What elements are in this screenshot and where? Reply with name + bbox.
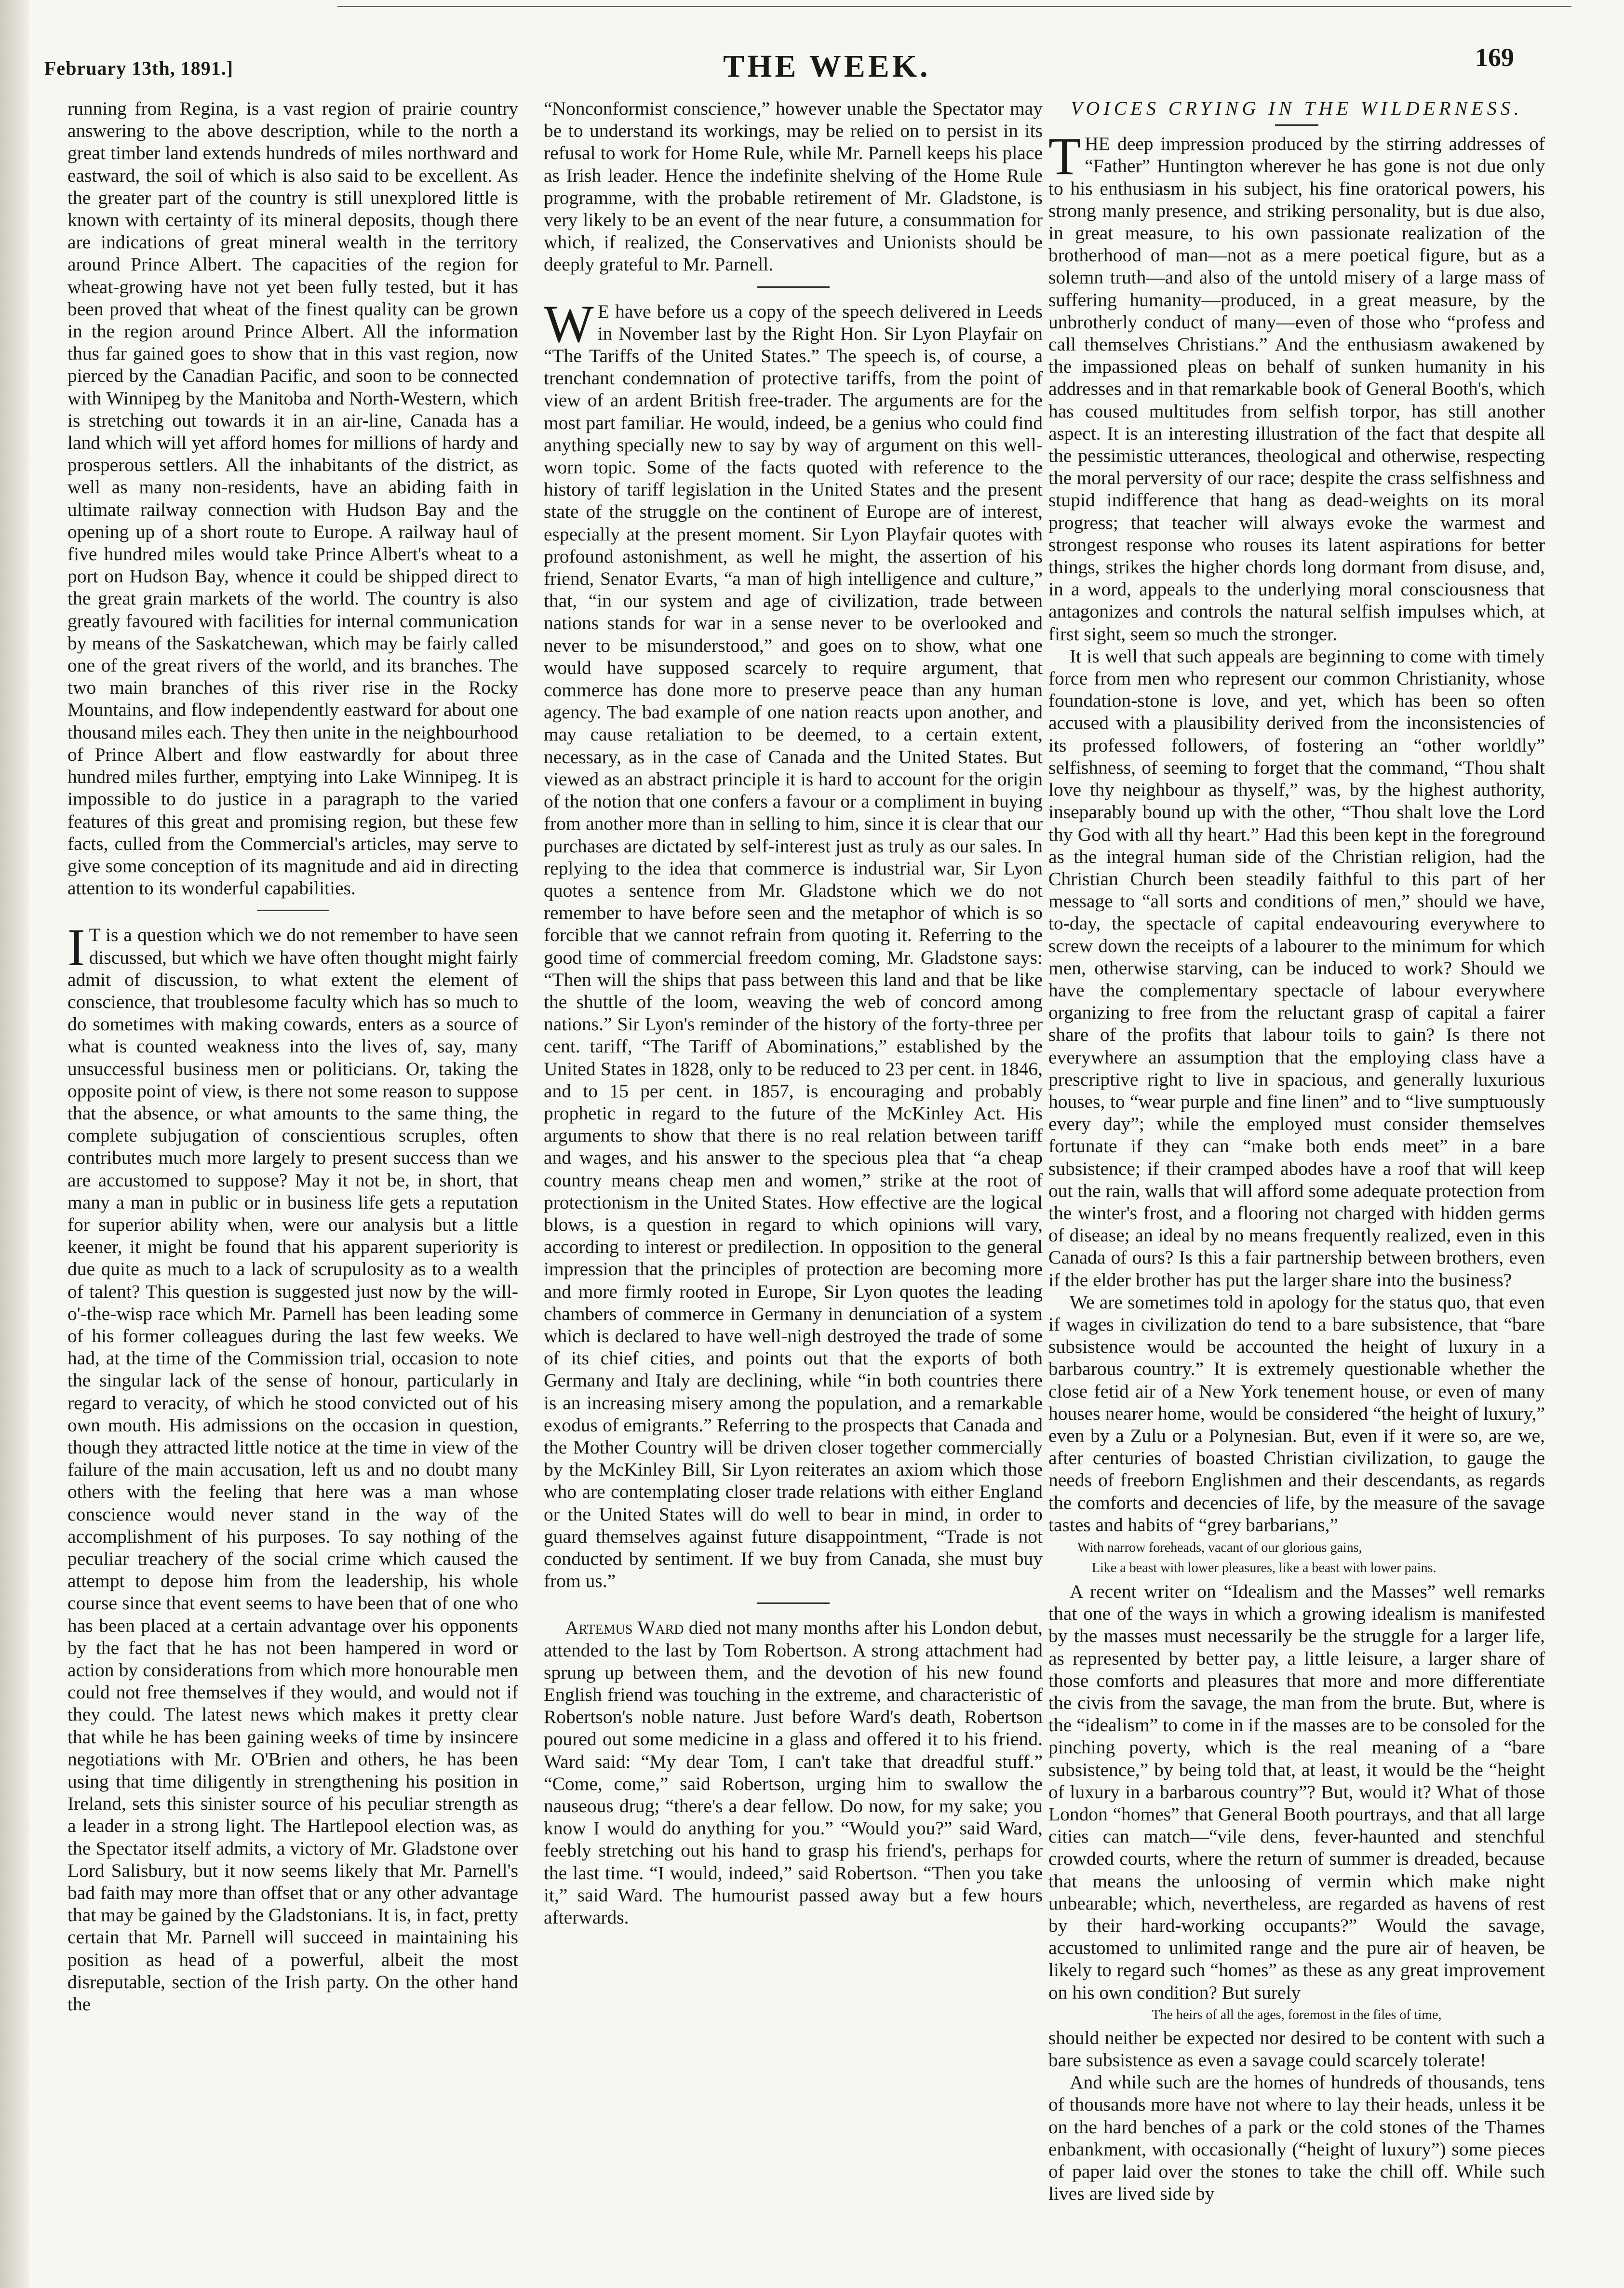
voices-paragraph-3: We are sometimes told in apology for the status quo, that even if wages in civilization do tend to a bare subsistence, that “bare subsistence would be accounted the height of luxury in a barbarous country.” It is extremely questionable whether the close fetid air of a New York tenement house, or even of many houses nearer home, would be considered “the height of luxury,” even by a Zulu or a Polynesian. But, even if it were so, are we, after centuries of boasted Christian civilization, to gauge the needs of freeborn Englishmen and their descendants, as regards the comforts and decencies of life, by the measure of the savage tastes and habits of “grey barbarians,” [1048, 1291, 1545, 1535]
voices-paragraph-4: A recent writer on “Idealism and the Masses” well remarks that one of the ways in which a growing idealism is manifested by the masses must necessarily be the struggle for a larger life, as represented by better pay, a little leisure, a larger share of those comforts and pleasures that more and more differentiate the civis from the savage, the man from the brute. But, where is the “idealism” to come in if the masses are to be consoled for the pinching poverty, which is the real meaning of a “bare subsistence,” by being told that, at least, it would be the “height of luxury in a barbarous country”? But, would it? What of those London “homes” that General Booth pourtrays, and that all large cities can match—“vile dens, fever-haunted and stenchful crowded courts, where the return of summer is dreaded, because that means the unloosing of vermin which make night unbearable; which, nevertheless, are regarded as havens of rest by their hard-working occupants?” Would the savage, accustomed to unlimited range and the pure air of heaven, be likely to regard such “homes” as these as any great improvement on his own condition? But surely [1048, 1581, 1545, 2003]
section-divider [757, 1602, 830, 1604]
page-number: 169 [1475, 43, 1514, 72]
section-divider [257, 910, 329, 911]
article-heading: VOICES CRYING IN THE WILDERNESS. [1071, 97, 1523, 119]
section-divider [757, 286, 830, 288]
quote-line-2: Like a beast with lower pleasures, like a beast with lower pains. [1092, 1561, 1436, 1575]
article-artemus-ward-paragraph [544, 1616, 1043, 1928]
quote-line-1: With narrow foreheads, vacant of our glorious gains, [1077, 1540, 1362, 1555]
voices-paragraph-5: should neither be expected nor desired to be content with such a bare subsistence as even a savage could scarcely tolerate! [1048, 2027, 1545, 2071]
article-conscience-paragraph [67, 918, 518, 2015]
drop-cap: W [544, 294, 594, 353]
header-rule [337, 6, 1571, 7]
voices-paragraph-2: It is well that such appeals are beginning to come with timely force from men who represent our common Christianity, whose foundation-stone is love, and yet, which has been so often accused with a plausibility derived from the inconsistencies of its professed followers, of fostering an “other worldly” selfishness, of seeming to forget that the command, “Thou shalt love thy neighbour as thyself,” was, by the highest authority, inseparably bound up with the other, “Thou shalt love the Lord thy God with all thy heart.” Had this been kept in the foreground as the integral human side of the Christian religion, had the Christian Church been steadily faithful to this part of her message to “all sorts and conditions of men,” should we have, to-day, the spectacle of capital endeavouring everywhere to screw down the receipts of a labourer to the minimum for which men, otherwise starving, can be induced to work? Should we have the complementary spectacle of labour everywhere organizing to free from the reluctant grasp of capital a fairer share of the profits that labour toils to gain? Is there not everywhere an assumption that the employing class have a prescriptive right to live in spacious, and generally luxurious houses, to “wear purple and fine linen” and to “live sumptuously every day”; while the employed must consider themselves fortunate if they can “make both ends meet” in a bare subsistence; if their cramped abodes have a roof that will keep out the rain, walls that will afford some adequate protection from the winter's frost, and a flooring not charged with hidden germs of disease; an ideal by no means frequently realized, even in this Canada of ours? Is this a fair partnership between brothers, even if the elder brother has put the larger share into the business? [1048, 645, 1545, 1291]
issue-date: February 13th, 1891.] [44, 57, 234, 79]
article-playfair-paragraph [544, 294, 1043, 1592]
artemus-ward-text: died not many months after his London debut, attended to the last by Tom Robertson. A strong attachment had sprung up between them, and the devotion of his new found English friend was touching in the extreme, and characteristic of Robertson's noble nature. Just before Ward's death, Robertson poured out some medicine in a glass and offered it to his friend. Ward said: “My dear Tom, I can't take that dreadful stuff.” “Come, come,” said Robertson, urging him to swallow the nauseous drug; “there's a dear fellow. Do now, for my sake; you know I would do anything for you.” “Would you?” said Ward, feebly stretching out his hand to grasp his friend's, perhaps for the last time. “I would, indeed,” said Robertson. “Then you take it,” said Ward. The humourist passed away but a few hours afterwards. [544, 1617, 1043, 1928]
publication-title: THE WEEK. [723, 49, 931, 84]
voices-paragraph-1 [1048, 127, 1545, 645]
heading-rule [1275, 124, 1318, 126]
page-header [0, 0, 1624, 96]
article-prince-albert-paragraph: running from Regina, is a vast region of prairie country answering to the above description, while to the north a great timber land extends hundreds of miles northward and eastward, the soil of which is also said to be excellent. As the greater part of the country is still unexplored little is known with certainty of its mineral deposits, though there are indications of great mineral wealth in the territory around Prince Albert. The capacities of the region for wheat-growing have not yet been fully tested, but it has been proved that wheat of the finest quality can be grown in the region around Prince Albert. All the information thus far gained goes to show that in this vast region, now pierced by the Canadian Pacific, and soon to be connected with Winnipeg by the Manitoba and North-Western, which is stretching out towards it in an air-line, Canada has a land which will yet afford homes for millions of hardy and prosperous settlers. All the inhabitants of the district, as well as many non-residents, have an abiding faith in ultimate railway connection with Hudson Bay and the opening up of a short route to Europe. A railway haul of five hundred miles would take Prince Albert's wheat to a port on Hudson Bay, whence it could be shipped direct to the great grain markets of the world. The country is also greatly favoured with facilities for internal communication by means of the Saskatchewan, which may be fairly called one of the great rivers of the world, and its branches. The two main branches of this river rise in the Rocky Mountains, and flow independently eastward for about one thousand miles each. They then unite in the neighbourhood of Prince Albert and flow eastwardly for about three hundred miles further, emptying into Lake Winnipeg. It is impossible to do justice in a paragraph to the varied features of this great and promising region, but these few facts, culled from the Commercial's articles, may serve to give some conception of its magnitude and aid in directing attention to its wonderful capabilities. [67, 98, 519, 899]
page-fold-shadow [0, 0, 29, 2288]
drop-cap: I [67, 918, 85, 977]
poem-line: The heirs of all the ages, foremost in the files of time, [1152, 2007, 1442, 2022]
artemus-ward-lead: Artemus Ward [565, 1617, 684, 1639]
voices-text-1: HE deep impression produced by the stirring addresses of “Father” Huntington wherever he has gone is not due only to his enthusiasm in his subject, his fine oratorical powers, his strong manly presence, and striking personality, but is due also, in great measure, to his own passionate realization of the brotherhood of man—not as a mere poetical figure, but as a solemn truth—and also of the untold misery of a large mass of suffering humanity—produced, in a great measure, by the unbrotherly conduct of many—even of those who “profess and call themselves Christians.” And the enthusiasm awakened by the impassioned pleas on behalf of sunken humanity in his addresses and in that remarkable book of General Booth's, which has coused multitudes from selfish torpor, has still another aspect. It is an interesting illustration of the fact that despite all the pessimistic utterances, theological and otherwise, respecting the moral perversity of our race; despite the crass selfishness and stupid indifference that hang as dead-weights on its moral progress; that teacher will always evoke the warmest and strongest response who rouses its latent aspirations for better things, strikes the higher chords long dormant from disuse, and, in a word, appeals to the underlying moral consciousness that antagonizes and controls the natural selfish impulses which, at first sight, seem so much the stronger. [1048, 133, 1545, 645]
drop-cap: T [1048, 127, 1081, 186]
column-middle [544, 97, 1043, 1928]
column-right [1048, 97, 1545, 2205]
column-left [67, 97, 518, 2015]
voices-paragraph-6: And while such are the homes of hundreds of thousands, tens of thousands more have not where to lay their heads, unless it be on the hard benches of a park or the cold stones of the Thames enbankment, with occasionally (“height of luxury”) some pieces of paper laid over the stones to take the chill off. While such lives are lived side by [1048, 2072, 1545, 2205]
article-playfair-text: E have before us a copy of the speech delivered in Leeds in November last by the Right Hon. Sir Lyon Playfair on “The Tariffs of the United States.” The speech is, of course, a trenchant condemnation of protective tariffs, from the point of view of an ardent British free-trader. The arguments are for the most part familiar. He would, indeed, be a genius who could find anything specially new to say by way of argument on this well-worn topic. Some of the facts quoted with reference to the history of tariff legislation in the United States and the present state of the struggle on the continent of Europe are of interest, especially at the present moment. Sir Lyon Playfair quotes with profound astonishment, as well he might, the assertion of his friend, Senator Evarts, “a man of high intelligence and culture,” that, “in our system and age of civilization, trade between nations stands for war in a sense never to be overlooked and never to be misunderstood,” and goes on to show, what one would have supposed scarcely to require argument, that commerce has done more to preserve peace than any human agency. The bad example of one nation reacts upon another, and may cause retaliation to be deemed, to a certain extent, necessary, as in the case of Canada and the United States. But viewed as an abstract principle it is hard to account for the origin of the notion that one confers a favour or a compliment in buying from another more than in selling to him, since it is clear that our purchases are dictated by self-interest just as truly as our sales. In replying to the idea that commerce is industrial war, Sir Lyon quotes a sentence from Mr. Gladstone which we do not remember to have before seen and the metaphor of which is so forcible that we cannot refrain from quoting it. Referring to the good time of commercial freedom coming, Mr. Gladstone says: “Then will the ships that pass between this land and that be like the shuttle of the loom, weaving the web of concord among nations.” Sir Lyon's reminder of the history of the forty-three per cent. tariff, “The Tariff of Abominations,” established by the United States in 1828, only to be reduced to 23 per cent. in 1846, and to 15 per cent. in 1857, is encouraging and probably prophetic in regard to the future of the McKinley Act. His arguments to show that there is no real relation between tariff and wages, and his answer to the specious plea that “a cheap country means cheap men and women,” strike at the root of protectionism in the United States. How effective are the logical blows, is a question in regard to which opinions will vary, according to interest or predilection. In opposition to the general impression that the principles of protection are becoming more and more firmly rooted in Europe, Sir Lyon quotes the leading chambers of commerce in Germany in denunciation of a system which is declared to have well-nigh destroyed the trade of some of its chief cities, and points out that the exports of both Germany and Italy are declining, while “in both countries there is an increasing misery among the population, and a remarkable exodus of emigrants.” Referring to the prospects that Canada and the Mother Country will be driven closer together commercially by the McKinley Bill, Sir Lyon reiterates an axiom which those who are contemplating closer trade relations with either England or the United States will do well to bear in mind, in order to guard themselves against future disappointment, “Trade is not conducted by sentiment. If we buy from Canada, she must buy from us.” [544, 300, 1043, 1592]
article-conscience-text: T is a question which we do not remember to have seen discussed, but which we have often thought might fairly admit of discussion, to what extent the element of conscience, that troublesome faculty which has so much to do sometimes with making cowards, enters as a source of what is counted weakness into the lives of, say, many unsuccessful business men or politicians. Or, taking the opposite point of view, is there not some reason to suppose that the absence, or what amounts to the same thing, the complete subjugation of conscientious scruples, often contributes much more largely to present success than we are accustomed to suppose? May it not be, in short, that many a man in public or in business life gets a reputation for superior ability when, were our analysis but a little keener, it might be found that his apparent superiority is due quite as much to a lack of scrupulosity as to a wealth of talent? This question is suggested just now by the will-o'-the-wisp race which Mr. Parnell has been leading some of his former colleagues during the last few weeks. We had, at the time of the Commission trial, occasion to note the singular lack of the sense of honour, particularly in regard to veracity, of which he stood convicted out of his own mouth. His admissions on the occasion in question, though they attracted little notice at the time in view of the failure of the main accusation, left us and no doubt many others with the feeling that here was a man whose conscience would never stand in the way of the accomplishment of his purposes. To say nothing of the peculiar treachery of the social crime which caused the attempt to depose him from the leadership, his whole course since that event seems to have been that of one who has been placed at a certain advantage over his opponents by the fact that he has not been hampered in word or action by considerations from which more honourable men could not free themselves if they would, and would not if they could. The latest news which makes it pretty clear that while he has been gaining weeks of time by insincere negotiations with Mr. O'Brien and others, he has been using that time diligently in strengthening his position in Ireland, sets this sinister source of his peculiar strength as a leader in a strong light. The Hartlepool election was, as the Spectator itself admits, a victory of Mr. Gladstone over Lord Salisbury, but it now seems likely that Mr. Parnell's bad faith may more than offset that or any other advantage that may be gained by the Gladstonians. It is, in fact, pretty certain that Mr. Parnell will succeed in maintaining his position as head of a powerful, albeit the most disreputable, section of the Irish party. On the other hand the [67, 924, 518, 2015]
article-parnell-continuation: “Nonconformist conscience,” however unable the Spectator may be to understand its workings, may be relied on to persist in its refusal to work for Home Rule, while Mr. Parnell keeps his place as Irish leader. Hence the indefinite shelving of the Home Rule programme, with the probable retirement of Mr. Gladstone, is very likely to be an event of the near future, a consummation for which, if realized, the Conservatives and Unionists should be deeply grateful to Mr. Parnell. [544, 98, 1043, 275]
